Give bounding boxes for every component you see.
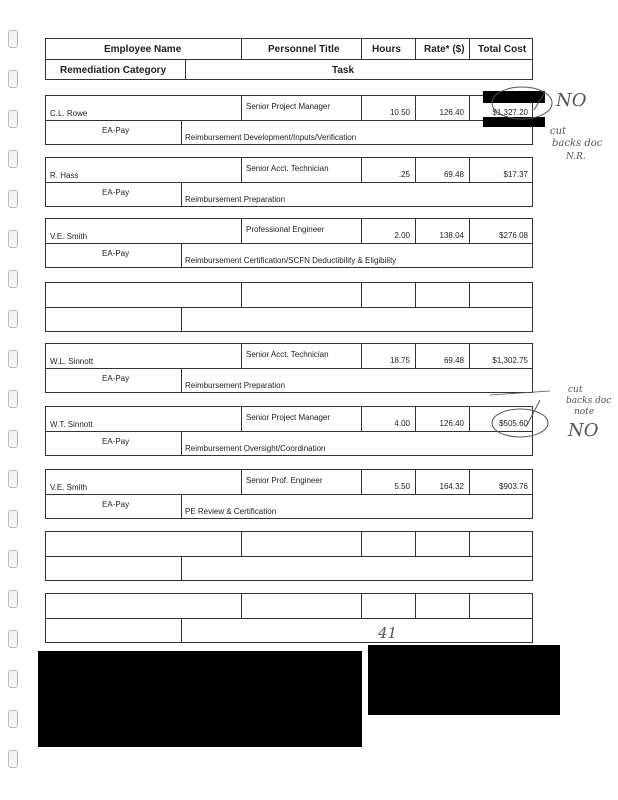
header-task: Task — [332, 65, 355, 76]
handwritten-note: NO — [556, 90, 587, 111]
remediation-category: EA-Pay — [102, 500, 130, 509]
binder-hole — [8, 150, 18, 168]
binder-hole — [8, 510, 18, 528]
entry-table — [45, 282, 533, 332]
binder-hole — [8, 230, 18, 248]
redaction-block — [38, 651, 362, 747]
total-cost-value: $17.37 — [503, 170, 528, 179]
binder-hole — [8, 310, 18, 328]
entry-table — [45, 531, 533, 581]
binder-hole — [8, 590, 18, 608]
task-description: Reimbursement Oversight/Coordination — [185, 444, 326, 453]
header-personnel-title: Personnel Title — [268, 44, 340, 55]
handwritten-circle — [470, 385, 560, 445]
handwritten-note: note — [574, 407, 595, 417]
page-number: 41 — [378, 624, 398, 642]
rate-value: 69.48 — [443, 356, 464, 365]
remediation-category: EA-Pay — [102, 188, 130, 197]
task-description: Reimbursement Preparation — [185, 381, 286, 390]
task-description: PE Review & Certification — [185, 507, 277, 516]
entry-table — [45, 343, 533, 393]
handwritten-note: cut — [550, 126, 567, 137]
handwritten-note: backs doc — [566, 396, 612, 406]
header-table — [45, 38, 533, 80]
binder-hole — [8, 350, 18, 368]
personnel-title: Senior Prof. Engineer — [246, 476, 323, 485]
total-cost-value: $276.08 — [499, 231, 528, 240]
binder-hole — [8, 710, 18, 728]
total-cost-value: $505.60 — [499, 419, 528, 428]
employee-name: W.T. Sinnott — [50, 420, 93, 429]
hours-value: 4.00 — [394, 419, 410, 428]
rate-value: 138.04 — [439, 231, 464, 240]
rate-value: 164.32 — [439, 482, 464, 491]
header-hours: Hours — [372, 44, 401, 55]
rate-value: 126.40 — [439, 108, 464, 117]
binder-hole — [8, 670, 18, 688]
binder-hole — [8, 470, 18, 488]
total-cost-value: $1,302.75 — [492, 356, 528, 365]
redaction-block — [368, 645, 560, 715]
binder-hole — [8, 70, 18, 88]
employee-name: C.L. Rowe — [50, 109, 88, 118]
header-employee-name: Employee Name — [104, 44, 182, 55]
binder-hole — [8, 190, 18, 208]
rate-value: 126.40 — [439, 419, 464, 428]
binder-hole — [8, 110, 18, 128]
handwritten-note: N.R. — [566, 152, 586, 162]
personnel-title: Senior Acct. Technician — [246, 350, 329, 359]
entry-table — [45, 95, 533, 145]
entry-table — [45, 157, 533, 207]
handwritten-note: backs doc — [552, 138, 603, 149]
remediation-category: EA-Pay — [102, 249, 130, 258]
handwritten-note: NO — [568, 420, 599, 441]
remediation-category: EA-Pay — [102, 437, 130, 446]
remediation-category: EA-Pay — [102, 126, 130, 135]
task-description: Reimbursement Preparation — [185, 195, 286, 204]
personnel-title: Senior Project Manager — [246, 413, 331, 422]
personnel-title: Senior Project Manager — [246, 102, 331, 111]
total-cost-value: $1,327.20 — [492, 108, 528, 117]
hours-value: 10.50 — [389, 108, 410, 117]
rate-value: 69.48 — [443, 170, 464, 179]
handwritten-circle — [470, 70, 560, 140]
binder-hole — [8, 430, 18, 448]
hours-value: 18.75 — [389, 356, 410, 365]
entry-table — [45, 593, 533, 643]
total-cost-value: $903.76 — [499, 482, 528, 491]
binder-hole — [8, 630, 18, 648]
task-description: Reimbursement Certification/SCFN Deductibility & Eligibility — [185, 256, 397, 265]
binder-hole — [8, 550, 18, 568]
binder-hole — [8, 390, 18, 408]
employee-name: V.E. Smith — [50, 483, 88, 492]
binder-hole — [8, 750, 18, 768]
hours-value: 2.00 — [394, 231, 410, 240]
entry-table — [45, 218, 533, 268]
personnel-title: Professional Engineer — [246, 225, 325, 234]
header-total-cost: Total Cost — [478, 44, 527, 55]
entry-table — [45, 469, 533, 519]
handwritten-note: cut — [568, 385, 583, 395]
hours-value: .25 — [398, 170, 410, 179]
employee-name: V.E. Smith — [50, 232, 88, 241]
binder-hole — [8, 30, 18, 48]
binder-hole — [8, 270, 18, 288]
employee-name: R. Hass — [50, 171, 79, 180]
entry-table — [45, 406, 533, 456]
header-remediation-category: Remediation Category — [60, 65, 167, 76]
hours-value: 5.50 — [394, 482, 410, 491]
remediation-category: EA-Pay — [102, 374, 130, 383]
employee-name: W.L. Sinnott — [50, 357, 94, 366]
header-rate: Rate* ($) — [424, 44, 465, 55]
personnel-title: Senior Acct. Technician — [246, 164, 329, 173]
task-description: Reimbursement Development/Inputs/Verification — [185, 133, 357, 142]
